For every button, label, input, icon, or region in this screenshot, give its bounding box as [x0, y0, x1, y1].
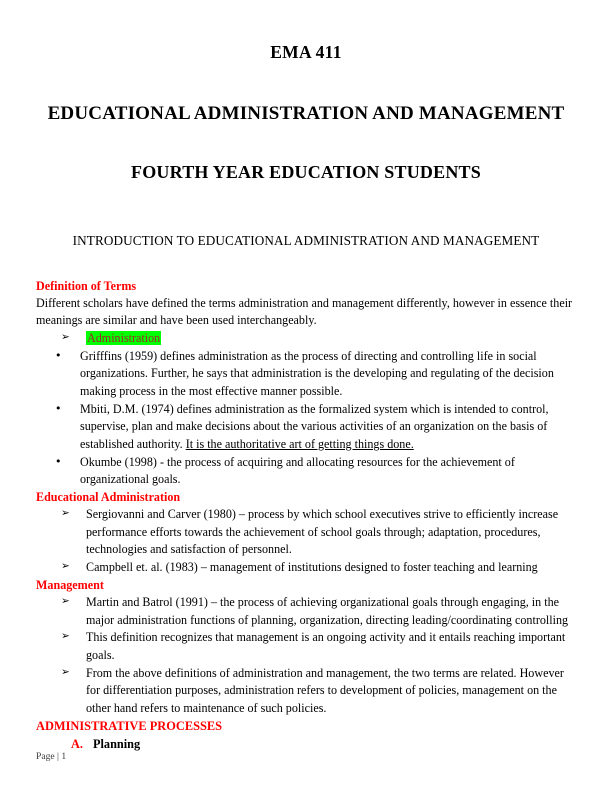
list-item-text-underlined: It is the authoritative art of getting things done. — [185, 436, 414, 451]
list-item-text: Okumbe (1998) - the process of acquiring and allocating resources for the achievement of organizational goals. — [80, 454, 515, 487]
list-item — [55, 348, 576, 401]
heading-management: Management — [36, 577, 104, 592]
list-item-text: Sergiovanni and Carver (1980) – process by which school executives strive to efficiently increase performance efforts towards the achievement of school goals through; adaptation, procedures, technologies and satisfaction of personnel. — [86, 507, 559, 557]
arrow-bullet-icon: ➢ — [61, 630, 70, 643]
list-item — [71, 735, 576, 753]
definition-subtopic-list — [36, 330, 576, 348]
arrow-bullet-icon: ➢ — [61, 507, 70, 520]
list-item-text: Mbiti, D.M. (1974) defines administration as the formalized system which is intended to control, supervise, plan and make decisions about the various activities of an organization on the basis of established authority. — [80, 401, 549, 451]
arrow-bullet-icon: ➢ — [61, 560, 70, 573]
list-item-text: From the above definitions of administration and management, the two terms are related. However for differentiation purposes, administration refers to development of policies, management on the other hand refers to maintenance of such policies. — [86, 665, 564, 715]
heading-definition-of-terms: Definition of Terms — [36, 278, 137, 293]
title-block — [36, 34, 576, 249]
document-audience: FOURTH YEAR EDUCATION STUDENTS — [131, 161, 481, 182]
list-item — [61, 594, 576, 629]
dot-bullet-icon: • — [55, 401, 62, 415]
heading-educational-administration: Educational Administration — [36, 489, 181, 504]
list-item-text: Grifffins (1959) defines administration as the process of directing and controlling life in social organizations. Further, he says that administration is the developing and regulating of the decision making process in the most effective manner possible. — [80, 348, 554, 398]
arrow-bullet-icon: ➢ — [61, 665, 70, 678]
arrow-bullet-icon: ➢ — [61, 331, 70, 344]
list-item-text: This definition recognizes that management is an ongoing activity and it entails reaching important goals. — [86, 630, 566, 662]
list-item — [55, 454, 576, 489]
document-body — [36, 249, 576, 754]
dot-bullet-icon: • — [55, 454, 62, 468]
list-item — [61, 665, 576, 718]
list-item-text: Campbell et. al. (1983) – management of institutions designed to foster teaching and learning — [86, 560, 538, 575]
administrative-processes-list — [36, 735, 576, 753]
heading-administrative-processes: ADMINISTRATIVE PROCESSES — [36, 718, 223, 733]
list-item — [61, 559, 576, 577]
document-title: EDUCATIONAL ADMINISTRATION AND MANAGEMENT — [47, 103, 565, 124]
definition-intro-paragraph: Different scholars have defined the terms administration and management differently, however in essence their meanings are similar and have been used interchangeably. — [36, 295, 573, 328]
list-item-text: Planning — [93, 737, 141, 752]
course-code: EMA 411 — [270, 42, 342, 62]
list-item — [55, 401, 576, 454]
highlighted-term-administration: Administration — [87, 331, 161, 346]
section-intro-heading: INTRODUCTION TO EDUCATIONAL ADMINISTRATION AND MANAGEMENT — [72, 232, 540, 248]
dot-bullet-icon: • — [55, 348, 62, 362]
management-list — [36, 594, 576, 718]
list-item — [61, 629, 576, 664]
educational-administration-list — [36, 506, 576, 577]
list-item-administration-subtopic — [61, 330, 576, 348]
administration-definitions-list — [36, 348, 576, 489]
arrow-bullet-icon: ➢ — [61, 594, 70, 607]
list-item-label: A. — [71, 737, 83, 752]
list-item — [61, 506, 576, 559]
page-footer: Page | 1 — [36, 751, 67, 762]
list-item-text: Martin and Batrol (1991) – the process of achieving organizational goals through engaging, in the major administration functions of planning, organization, directing leading/coordinating controlling — [86, 594, 569, 627]
